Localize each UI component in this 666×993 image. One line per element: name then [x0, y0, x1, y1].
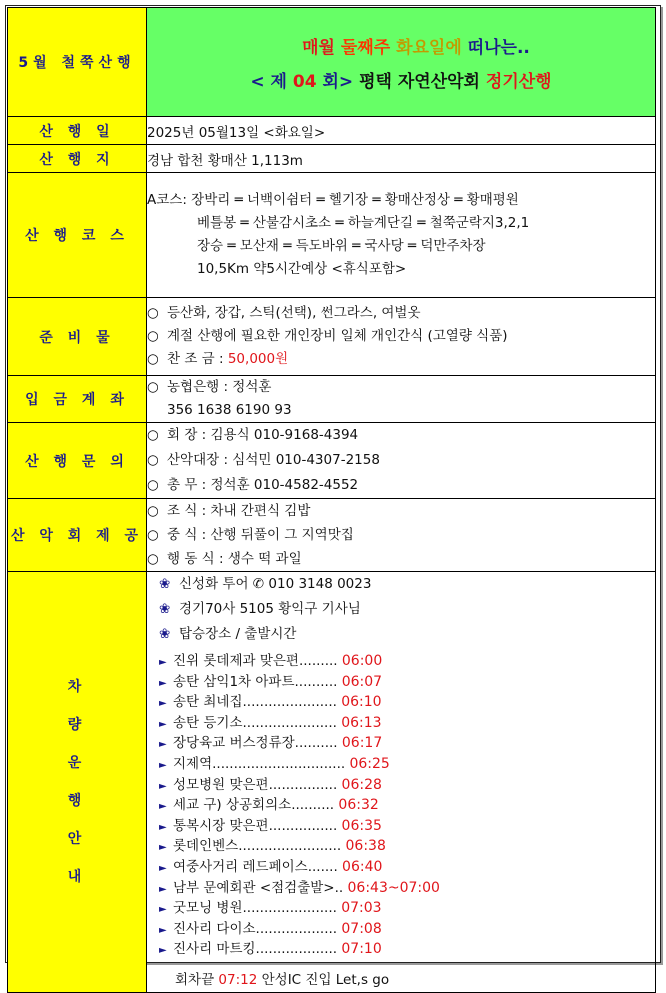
- stop-row: [159, 776, 655, 797]
- stop-dots: ........................: [238, 838, 342, 855]
- arrow-icon: ►: [159, 759, 167, 771]
- stop-time: 06:10: [341, 694, 382, 711]
- stop-row: [159, 940, 655, 961]
- stop-place: 남부 문예회관 <점검출발>: [173, 879, 335, 896]
- stop-time: 06:35: [341, 817, 382, 834]
- stop-place: 롯데인벤스: [173, 838, 239, 855]
- provide-item: ○ 행 동 식 : 생수 떡 과일: [147, 551, 302, 567]
- prep-fee: ○ 찬 조 금 : 50,000원: [147, 351, 289, 367]
- stop-time: 07:10: [341, 941, 382, 958]
- stop-place: 장당육교 버스정류장: [173, 735, 295, 752]
- stop-place: 진위 롯데제과 맞은편: [173, 653, 299, 669]
- contact-item: ○ 총 무 : 정석훈 010-4582-4552: [147, 477, 359, 493]
- flower-icon: ❀: [159, 601, 171, 617]
- stop-time: 07:03: [341, 900, 382, 917]
- bus-info: ❀ 신성화 투어 ✆ 010 3148 0023: [159, 572, 655, 597]
- stop-row: [159, 714, 655, 735]
- stop-place: 송탄 최네집: [173, 694, 243, 711]
- course-line: 10,5Km 약5시간예상 <휴식포함>: [197, 261, 407, 277]
- stop-row: [159, 899, 655, 920]
- stop-row: [159, 673, 655, 694]
- prep-item: ○ 등산화, 장갑, 스틱(선택), 썬그라스, 여벌옷: [147, 305, 421, 321]
- header-row: [8, 8, 656, 117]
- arrow-icon: ►: [159, 821, 167, 833]
- course-line: A코스: 장박리 ═ 너백이쉼터 ═ 헬기장 ═ 황매산정상 ═ 황매평원: [147, 192, 519, 208]
- stop-dots: ...................: [255, 941, 338, 958]
- arrow-icon: ►: [159, 862, 167, 874]
- stop-list: [159, 652, 655, 961]
- stop-row: [159, 920, 655, 941]
- contact-list: [147, 423, 656, 499]
- arrow-icon: ►: [159, 945, 167, 957]
- date-row: [8, 117, 656, 145]
- stop-place: 성모병원 맞은편: [173, 776, 269, 793]
- stop-time: 06:28: [341, 776, 382, 793]
- arrow-icon: ►: [159, 698, 167, 710]
- arrow-icon: ►: [159, 739, 167, 751]
- stop-dots: ..........: [294, 673, 338, 690]
- arrow-icon: ►: [159, 924, 167, 936]
- stop-dots: ................: [268, 817, 338, 834]
- stop-dots: ................: [268, 776, 338, 793]
- stop-dots: ......................: [242, 694, 337, 711]
- stop-row: [159, 858, 655, 879]
- account-bank: ○ 농협은행 : 정석훈: [147, 379, 272, 395]
- stop-dots: ...................: [255, 920, 338, 937]
- stop-dots: ..........: [294, 735, 338, 752]
- stop-time: 06:00: [341, 653, 383, 669]
- prep-list: [147, 298, 656, 376]
- provide-label: 산 악 회 제 공: [8, 499, 147, 572]
- bus-info: ❀ 경기70사 5105 황익구 기사님: [159, 597, 655, 622]
- stop-place: 송탄 등기소: [173, 714, 243, 731]
- date-label: 산 행 일: [8, 117, 147, 145]
- stop-place: 진사리 마트킹: [173, 941, 256, 958]
- date-value: 2025년 05월13일 <화요일>: [147, 117, 656, 145]
- stop-time: 07:08: [341, 920, 382, 937]
- stop-place: 통복시장 맞은편: [173, 817, 269, 834]
- arrow-icon: ►: [159, 657, 167, 668]
- final-note: 회차끝 07:12 안성IC 진입 Let,s go: [175, 971, 390, 988]
- place-label: 산 행 지: [8, 145, 147, 173]
- stop-time: 06:07: [341, 673, 383, 690]
- stop-dots: .........: [298, 653, 338, 669]
- account-number: 356 1638 6190 93: [167, 402, 292, 418]
- place-row: [8, 145, 656, 173]
- stop-row: [159, 652, 655, 673]
- course-line: 베틀봉 ═ 산불감시초소 ═ 하늘계단길 ═ 철쭉군락지3,2,1: [197, 215, 530, 231]
- arrow-icon: ►: [159, 677, 167, 689]
- arrow-icon: ►: [159, 780, 167, 792]
- provide-item: ○ 조 식 : 차내 간편식 김밥: [147, 503, 311, 519]
- stop-time: 06:40: [342, 858, 383, 875]
- provide-item: ○ 중 식 : 산행 뒤풀이 그 지역맛집: [147, 527, 354, 543]
- stop-place: 굿모닝 병원: [173, 900, 243, 917]
- prep-label: 준 비 물: [8, 298, 147, 376]
- provide-list: [147, 499, 656, 572]
- stop-dots: ..: [334, 879, 344, 896]
- prep-row: [8, 298, 656, 376]
- stop-time: 06:38: [345, 838, 386, 855]
- contact-label: 산 행 문 의: [8, 423, 147, 499]
- contact-row: [8, 423, 656, 499]
- header-line-2: < 제 04 회> 평택 자연산악회 정기산행: [250, 71, 552, 92]
- stop-dots: ......................: [242, 900, 337, 917]
- account-info: [147, 376, 656, 423]
- place-value: 경남 합천 황매산 1,113m: [147, 145, 656, 173]
- stop-row: [159, 879, 655, 900]
- arrow-icon: ►: [159, 842, 167, 854]
- flower-icon: ❀: [159, 626, 171, 642]
- stop-row: [159, 837, 655, 858]
- contact-item: ○ 회 장 : 김용식 010-9168-4394: [147, 427, 359, 443]
- stop-row: [159, 693, 655, 714]
- course-line: 장승 ═ 모산재 ═ 득도바위 ═ 국사당 ═ 덕만주차장: [197, 238, 486, 254]
- bus-label: 차 량 운 행 안 내: [8, 572, 147, 993]
- contact-item: ○ 산악대장 : 심석민 010-4307-2158: [147, 452, 380, 468]
- stop-row: [159, 817, 655, 838]
- stop-place: 송탄 삼익1차 아파트: [173, 673, 295, 690]
- flower-icon: ❀: [159, 576, 171, 592]
- account-label: 입 금 계 좌: [8, 376, 147, 423]
- course-label: 산 행 코 스: [8, 173, 147, 298]
- stop-dots: .......: [307, 858, 338, 875]
- stop-time: 06:32: [338, 797, 379, 814]
- month-title: 5월 철쭉산행: [8, 8, 147, 117]
- arrow-icon: ►: [159, 718, 167, 730]
- stop-place: 여중사거리 레드페이스: [173, 858, 308, 875]
- stop-time: 06:25: [349, 755, 390, 772]
- stop-place: 세교 구) 상공회의소: [173, 797, 292, 814]
- bus-info: ❀ 탑승장소 / 출발시간: [159, 622, 655, 647]
- arrow-icon: ►: [159, 904, 167, 916]
- header-line-1: 매월 둘째주 화요일에 떠나는..: [302, 37, 530, 58]
- stop-row: [159, 755, 655, 776]
- account-row: [8, 376, 656, 423]
- stop-dots: ..........: [291, 797, 335, 814]
- stop-row: [159, 734, 655, 755]
- stop-time: 06:17: [341, 735, 383, 752]
- stop-place: 지제역: [173, 755, 213, 772]
- provide-row: [8, 499, 656, 572]
- stop-row: [159, 796, 655, 817]
- stop-time: 06:13: [341, 714, 382, 731]
- bus-row: [8, 572, 656, 993]
- poster-table: [7, 7, 656, 993]
- stop-dots: ...............................: [212, 755, 346, 772]
- stop-dots: ......................: [242, 714, 337, 731]
- stop-time: 06:43~07:00: [347, 879, 440, 896]
- prep-item: ○ 계절 산행에 필요한 개인장비 일체 개인간식 (고열량 식품): [147, 328, 508, 344]
- bus-schedule: [147, 572, 656, 993]
- stop-place: 진사리 다이소: [173, 920, 256, 937]
- course-value: [147, 173, 656, 298]
- arrow-icon: ►: [159, 801, 167, 813]
- header-banner: [147, 8, 656, 117]
- course-row: [8, 173, 656, 298]
- arrow-icon: ►: [159, 883, 167, 895]
